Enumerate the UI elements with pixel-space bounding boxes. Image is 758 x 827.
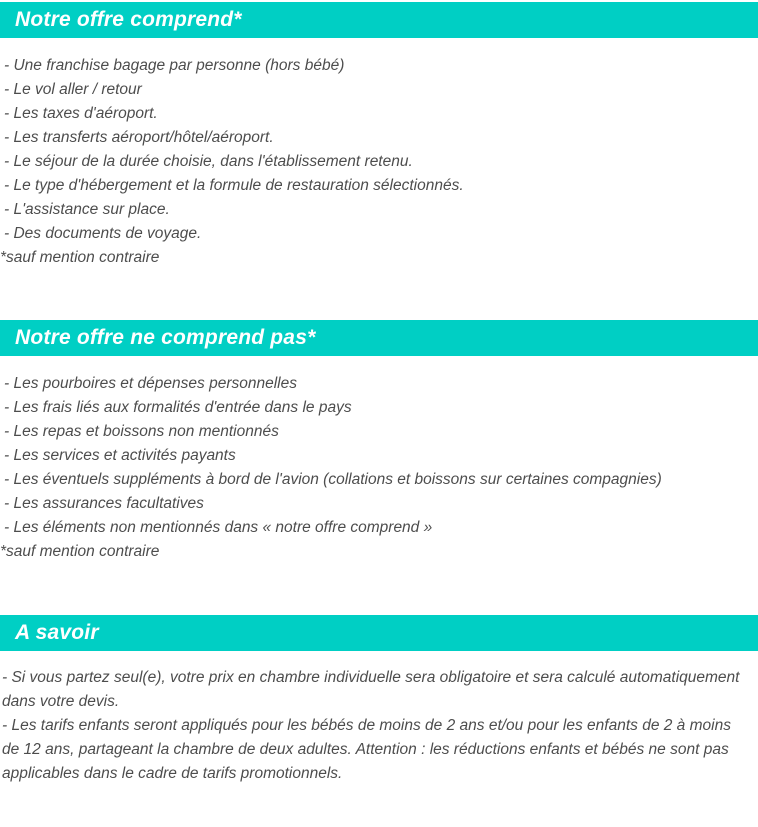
offer-item: - Les assurances facultatives (4, 495, 204, 512)
offer-item: - Le vol aller / retour (4, 81, 142, 98)
offer-item: - Les taxes d'aéroport. (4, 105, 158, 122)
offer-item: - Les pourboires et dépenses personnelles (4, 375, 297, 392)
section-offer-excludes (0, 320, 758, 564)
section-header: A savoir (0, 615, 758, 651)
footnote: *sauf mention contraire (0, 543, 160, 560)
offer-item: - Les transferts aéroport/hôtel/aéroport. (4, 129, 274, 146)
offer-item: - Une franchise bagage par personne (hors bébé) (4, 57, 345, 74)
section-offer-includes (0, 2, 758, 270)
offer-item: - Le type d'hébergement et la formule de restauration sélectionnés. (4, 177, 464, 194)
offer-item: - Le séjour de la durée choisie, dans l'établissement retenu. (4, 153, 413, 170)
info-paragraph: - Les tarifs enfants seront appliqués pour les bébés de moins de 2 ans et/ou pour les enfants de 2 à moins de 12 ans, partageant la chambre de deux adultes. Attention : les réductions enfants et bébés ne sont pas applicables dans le cadre de tarifs promotionnels. (2, 717, 731, 782)
section-good-to-know (0, 615, 758, 786)
footnote: *sauf mention contraire (0, 249, 160, 266)
offer-item: - Les éléments non mentionnés dans « notre offre comprend » (4, 519, 433, 536)
offer-item: - Les frais liés aux formalités d'entrée dans le pays (4, 399, 352, 416)
offer-item: - Les services et activités payants (4, 447, 236, 464)
section-header: Notre offre ne comprend pas* (0, 320, 758, 356)
section-header: Notre offre comprend* (0, 2, 758, 38)
offer-item: - Les éventuels suppléments à bord de l'avion (collations et boissons sur certaines compagnies) (4, 471, 662, 488)
section-body (0, 651, 758, 786)
section-body (0, 356, 758, 564)
offer-item: - L'assistance sur place. (4, 201, 170, 218)
info-paragraph: - Si vous partez seul(e), votre prix en chambre individuelle sera obligatoire et sera calculé automatiquement dans votre devis. (2, 669, 740, 710)
section-body (0, 38, 758, 270)
offer-item: - Les repas et boissons non mentionnés (4, 423, 279, 440)
offer-item: - Des documents de voyage. (4, 225, 202, 242)
